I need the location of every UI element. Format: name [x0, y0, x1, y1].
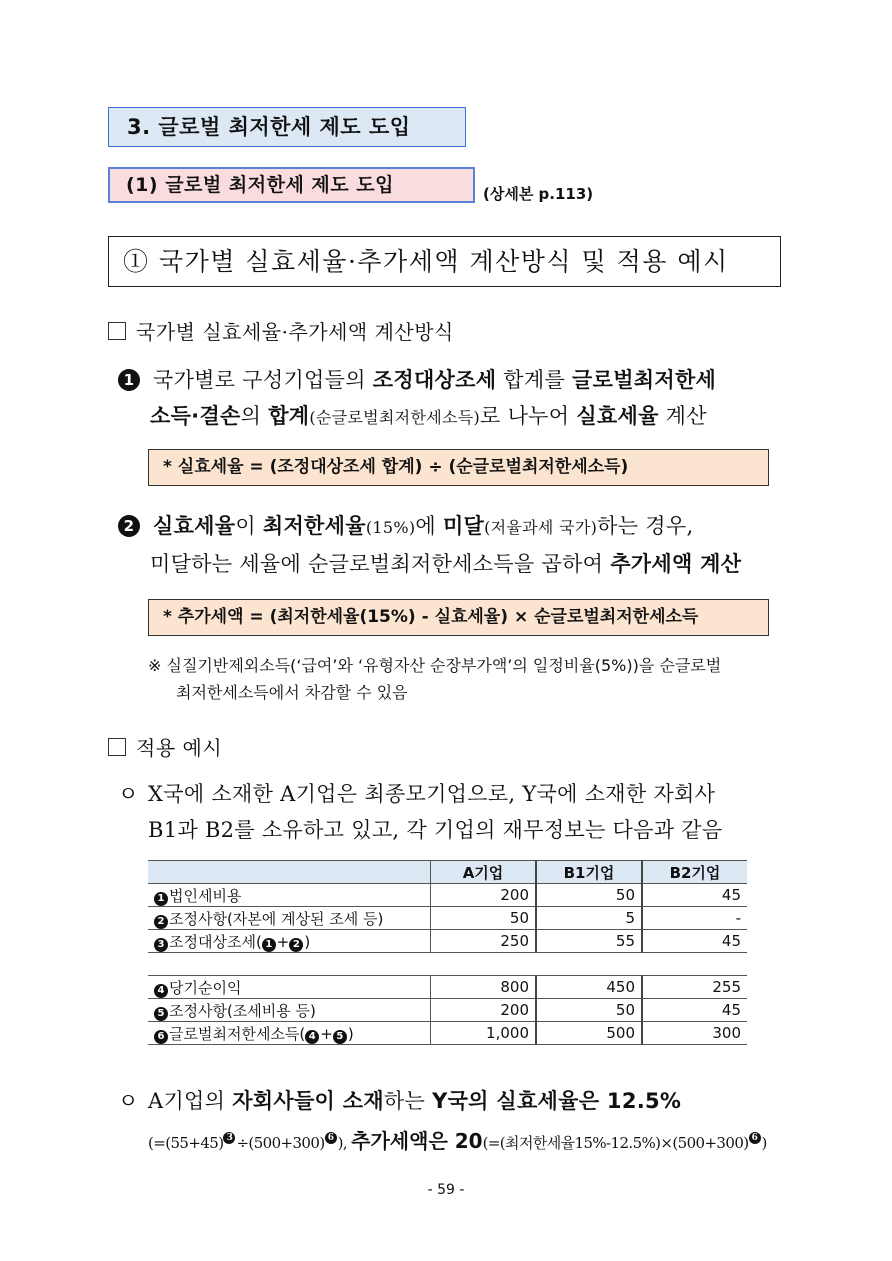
- table-header: [148, 861, 747, 884]
- financial-table: [148, 860, 747, 1045]
- item2-text: 에: [415, 514, 443, 538]
- topic-title: ① 국가별 실효세율·추가세액 계산방식 및 적용 예시: [108, 236, 781, 287]
- table-row: [148, 1022, 747, 1045]
- cell: 200: [431, 884, 537, 907]
- cell: 800: [431, 976, 537, 999]
- item2-text: 미달하는 세율에 순글로벌최저한세소득을 곱하여: [150, 552, 611, 576]
- result-text-part: A기업의: [148, 1089, 233, 1113]
- result-bold: Y국의 실효세율은 12.5%: [432, 1089, 682, 1113]
- row-label: 조정사항(자본에 계상된 조세 등): [169, 909, 384, 928]
- cell: 45: [642, 999, 747, 1022]
- cell: 45: [642, 930, 747, 953]
- result-text: [118, 1083, 808, 1161]
- item1-bold: 글로벌최저한세: [572, 368, 717, 392]
- result-text-part: 하는: [383, 1089, 433, 1113]
- result-bold: 자회사들이 소재: [232, 1089, 384, 1113]
- table-row: [148, 930, 747, 953]
- row-label: ): [304, 932, 311, 951]
- item1-small: (순글로벌최저한세소득): [309, 408, 481, 427]
- note-line-2: 최저한세소득에서 차감할 수 있음: [176, 683, 408, 702]
- header-cell: B2기업: [642, 861, 747, 884]
- item-1: [118, 362, 798, 436]
- item1-text: 국가별로 구성기업들의: [152, 368, 373, 392]
- item1-text: 로 나누어: [480, 404, 577, 428]
- cell: 5: [536, 907, 642, 930]
- example-heading-text: 적용 예시: [136, 736, 223, 760]
- method-heading: [108, 316, 454, 345]
- cell: 50: [536, 999, 642, 1022]
- example-text: [118, 776, 798, 848]
- item2-bold: 미달: [442, 514, 485, 538]
- circled-number-icon: 6: [325, 1132, 337, 1144]
- detail-reference: (상세본 p.113): [483, 185, 594, 203]
- effective-rate-formula: * 실효세율 = (조정대상조세 합계) ÷ (순글로벌최저한세소득): [148, 449, 769, 486]
- method-heading-text: 국가별 실효세율·추가세액 계산방식: [136, 320, 454, 344]
- section-title: 3. 글로벌 최저한세 제도 도입: [108, 107, 466, 147]
- circled-number-icon: 3: [223, 1132, 235, 1144]
- cell: 255: [642, 976, 747, 999]
- header-cell: B1기업: [536, 861, 642, 884]
- cell: 50: [536, 884, 642, 907]
- cell: -: [642, 907, 747, 930]
- row-label: 조정대상조세(: [169, 932, 262, 951]
- item1-text: 합계를: [496, 368, 573, 392]
- circled-number-icon: 5: [333, 1030, 347, 1044]
- circled-number-icon: 6: [749, 1132, 761, 1144]
- cell: 250: [431, 930, 537, 953]
- circled-number-icon: 3: [154, 938, 168, 952]
- result-formula: ÷(500+300): [236, 1134, 325, 1152]
- item2-text: 이: [235, 514, 263, 538]
- item1-bold: 소득·결손: [150, 404, 241, 428]
- note: [148, 652, 788, 706]
- cell: 45: [642, 884, 747, 907]
- bullet: ㅇ: [118, 1089, 139, 1113]
- table-row: [148, 976, 747, 999]
- row-label: 당기순이익: [169, 978, 242, 997]
- item2-text: 하는 경우,: [597, 514, 694, 538]
- header-cell: [148, 861, 431, 884]
- additional-tax-formula: * 추가세액 = (최저한세율(15%) - 실효세율) × 순글로벌최저한세소득: [148, 599, 769, 636]
- item2-small: (저율과세 국가): [484, 518, 598, 537]
- cell: 200: [431, 999, 537, 1022]
- cell: 300: [642, 1022, 747, 1045]
- cell: 450: [536, 976, 642, 999]
- item1-text: 계산: [658, 404, 707, 428]
- row-label: 법인세비용: [169, 886, 242, 905]
- cell: 50: [431, 907, 537, 930]
- circled-number-icon: 2: [154, 915, 168, 929]
- header-cell: A기업: [431, 861, 537, 884]
- result-bold: 추가세액은 20: [351, 1129, 483, 1153]
- item2-bold: 추가세액 계산: [610, 552, 742, 576]
- circled-number-icon: 1: [154, 892, 168, 906]
- circled-number-2-icon: 2: [118, 515, 140, 537]
- circled-number-1-icon: 1: [118, 369, 140, 391]
- result-formula: (=(55+45): [148, 1134, 224, 1152]
- result-formula: ): [761, 1134, 767, 1152]
- row-label: +: [320, 1024, 333, 1043]
- item2-bold: 최저한세율: [262, 514, 366, 538]
- row-label: 글로벌최저한세소득(: [169, 1024, 306, 1043]
- example-line-2: B1과 B2를 소유하고 있고, 각 기업의 재무정보는 다음과 같음: [148, 818, 723, 842]
- cell: 1,000: [431, 1022, 537, 1045]
- example-heading: [108, 732, 222, 761]
- item2-small: (15%): [365, 518, 416, 537]
- circled-number-icon: 5: [154, 1007, 168, 1021]
- row-label: ): [347, 1024, 354, 1043]
- checkbox-icon: [108, 738, 126, 756]
- page-number: - 59 -: [427, 1182, 465, 1198]
- item1-bold: 실효세율: [576, 404, 659, 428]
- note-line-1: 실질기반제외소득(‘급여’와 ‘유형자산 순장부가액’의 일정비율(5%))을 순글로벌: [166, 656, 722, 675]
- note-mark: ※: [148, 656, 162, 675]
- result-formula: ),: [337, 1134, 352, 1152]
- table-row: [148, 907, 747, 930]
- bullet: ㅇ: [118, 782, 139, 806]
- item-2: [118, 508, 798, 582]
- checkbox-icon: [108, 322, 126, 340]
- table-row: [148, 999, 747, 1022]
- example-line-1: X국에 소재한 A기업은 최종모기업으로, Y국에 소재한 자회사: [148, 782, 716, 806]
- result-formula: (=(최저한세율15%-12.5%)×(500+300): [482, 1134, 749, 1152]
- item2-bold: 실효세율: [152, 514, 236, 538]
- circled-number-icon: 6: [154, 1030, 168, 1044]
- circled-number-icon: 2: [289, 938, 303, 952]
- circled-number-icon: 1: [262, 938, 276, 952]
- subsection-title: (1) 글로벌 최저한세 제도 도입: [108, 167, 475, 203]
- cell: 500: [536, 1022, 642, 1045]
- circled-number-icon: 4: [305, 1030, 319, 1044]
- item1-bold: 조정대상조세: [372, 368, 497, 392]
- row-label: +: [276, 932, 290, 951]
- circled-number-icon: 4: [154, 984, 168, 998]
- item1-text: 의: [240, 404, 269, 428]
- row-label: 조정사항(조세비용 등): [169, 1001, 316, 1020]
- item1-bold: 합계: [268, 404, 310, 428]
- table-row: [148, 884, 747, 907]
- cell: 55: [536, 930, 642, 953]
